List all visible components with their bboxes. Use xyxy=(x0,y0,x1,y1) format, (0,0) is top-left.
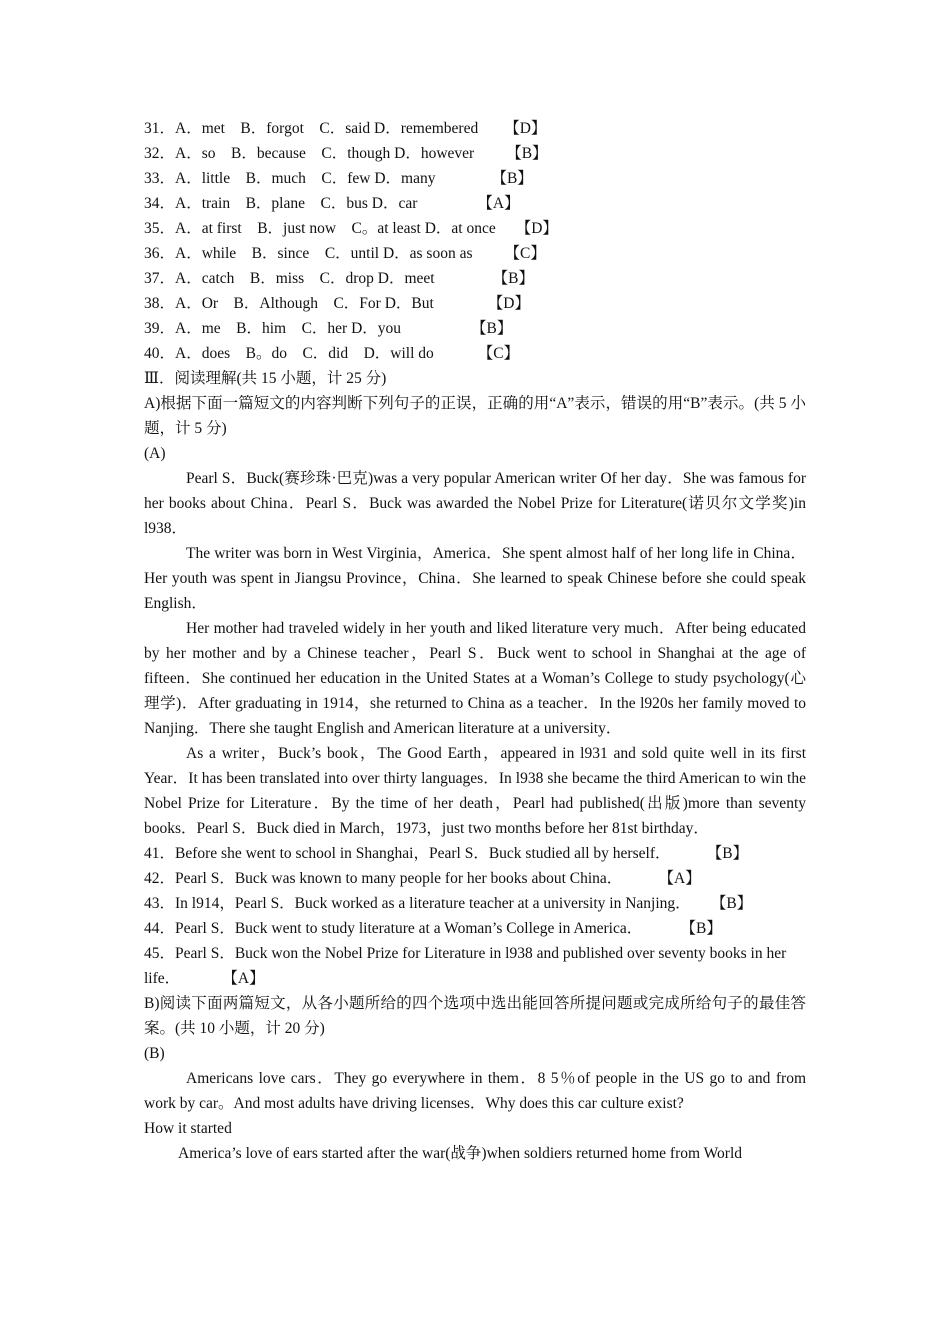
mc-question-row xyxy=(144,191,806,216)
passage-a-paragraph: The writer was born in West Virginia，America．She spent almost half of her long life in China．Her youth was spent in Jiangsu Province，China．She learned to speak Chinese before she could speak English． xyxy=(144,545,806,612)
answer-key: 【A】 xyxy=(666,870,701,887)
multiple-choice-list xyxy=(144,116,806,366)
answer-key: 【C】 xyxy=(504,245,546,262)
answer-key: 【D】 xyxy=(515,220,558,237)
tf-question-text: 43．In l914，Pearl S．Buck worked as a literature teacher at a university in Nanjing． xyxy=(144,895,691,912)
mc-question-row xyxy=(144,266,806,291)
mc-question-row xyxy=(144,341,806,366)
answer-key: 【B】 xyxy=(718,895,753,912)
mc-options: 35．A．at first B．just now C。at least D．at once xyxy=(144,220,496,237)
mc-question-row xyxy=(144,116,806,141)
answer-key: 【D】 xyxy=(487,295,530,312)
tf-question xyxy=(144,841,806,866)
part-b-instructions: B)阅读下面两篇短文，从各小题所给的四个选项中选出能回答所提问题或完成所给句子的最佳答案。(共 10 小题，计 20 分) xyxy=(144,995,806,1037)
tf-question xyxy=(144,941,806,991)
mc-options: 32．A．so B．because C．though D．however xyxy=(144,145,475,162)
tf-question xyxy=(144,866,806,891)
mc-options: 37．A．catch B．miss C．drop D．meet xyxy=(144,270,435,287)
mc-question-row xyxy=(144,291,806,316)
mc-question-row xyxy=(144,216,806,241)
mc-options: 39．A．me B．him C．her D．you xyxy=(144,320,402,337)
answer-key: 【D】 xyxy=(504,120,547,137)
answer-key: 【A】 xyxy=(477,195,520,212)
tf-question-text: 42．Pearl S．Buck was known to many people for her books about China． xyxy=(144,870,623,887)
section-title: Ⅲ．阅读理解(共 15 小题，计 25 分) xyxy=(144,370,387,387)
answer-key: 【B】 xyxy=(471,320,513,337)
tf-question xyxy=(144,891,806,916)
part-b-label: (B) xyxy=(144,1045,165,1062)
answer-key: 【B】 xyxy=(492,270,534,287)
answer-key: 【B】 xyxy=(506,145,548,162)
tf-question-text: 45．Pearl S．Buck won the Nobel Prize for Literature in l938 and published over seventy books in her life． xyxy=(144,945,787,987)
passage-a-paragraph: Her mother had traveled widely in her youth and liked literature very much．After being educated by her mother and by a Chinese teacher，Pearl S．Buck went to school in Shanghai at the age of fifteen．She continued her education in the United States at a Woman’s College to study psychology(心理学)．After graduating in 1914，she returned to China as a teacher．In the l920s her family moved to Nanjing．There she taught English and American literature at a university． xyxy=(144,620,806,737)
part-a-label: (A) xyxy=(144,445,166,462)
mc-options: 34．A．train B．plane C．bus D．car xyxy=(144,195,418,212)
mc-question-row xyxy=(144,166,806,191)
tf-question-text: 44．Pearl S．Buck went to study literature at a Woman’s College in America． xyxy=(144,920,643,937)
answer-key: 【B】 xyxy=(491,170,533,187)
mc-options: 36．A．while B．since C．until D．as soon as xyxy=(144,245,473,262)
mc-options: 38．A．Or B．Although C．For D．But xyxy=(144,295,434,312)
mc-options: 31．A．met B．forgot C．said D．remembered xyxy=(144,120,479,137)
answer-key: 【C】 xyxy=(477,345,520,362)
exam-page xyxy=(144,116,806,1166)
mc-question-row xyxy=(144,316,806,341)
mc-options: 40．A．does B。do C．did D．will do xyxy=(144,345,434,362)
passage-a-paragraph: Pearl S．Buck(赛珍珠·巴克)was a very popular American writer Of her day．She was famous for her books about China．Pearl S．Buck was awarded the Nobel Prize for Literature(诺贝尔文学奖)in l938． xyxy=(144,470,806,537)
mc-options: 33．A．little B．much C．few D．many xyxy=(144,170,436,187)
part-a-instructions: A)根据下面一篇短文的内容判断下列句子的正误，正确的用“A”表示，错误的用“B”表示。(共 5 小题，计 5 分) xyxy=(144,395,806,437)
tf-question xyxy=(144,916,806,941)
passage-b-paragraph: Americans love cars．They go everywhere in them．8 5％of people in the US go to and from work by car。And most adults have driving licenses．Why does this car culture exist? xyxy=(144,1070,806,1112)
passage-b-heading: How it started xyxy=(144,1120,232,1137)
passage-a-paragraph: As a writer，Buck’s book，The Good Earth，appeared in l931 and sold quite well in its first Year．It has been translated into over thirty languages．In l938 she became the third American to win the Nobel Prize for Literature．By the time of her death，Pearl had published(出版)more than seventy books．Pearl S．Buck died in March，1973，just two months before her 81st birthday． xyxy=(144,745,806,837)
answer-key: 【A】 xyxy=(230,970,265,987)
true-false-list xyxy=(144,841,806,991)
mc-question-row xyxy=(144,141,806,166)
mc-question-row xyxy=(144,241,806,266)
answer-key: 【B】 xyxy=(714,845,749,862)
passage-b-paragraph: America’s love of ears started after the war(战争)when soldiers returned home from World xyxy=(178,1145,743,1162)
answer-key: 【B】 xyxy=(688,920,722,937)
tf-question-text: 41．Before she went to school in Shanghai，Pearl S．Buck studied all by herself． xyxy=(144,845,671,862)
